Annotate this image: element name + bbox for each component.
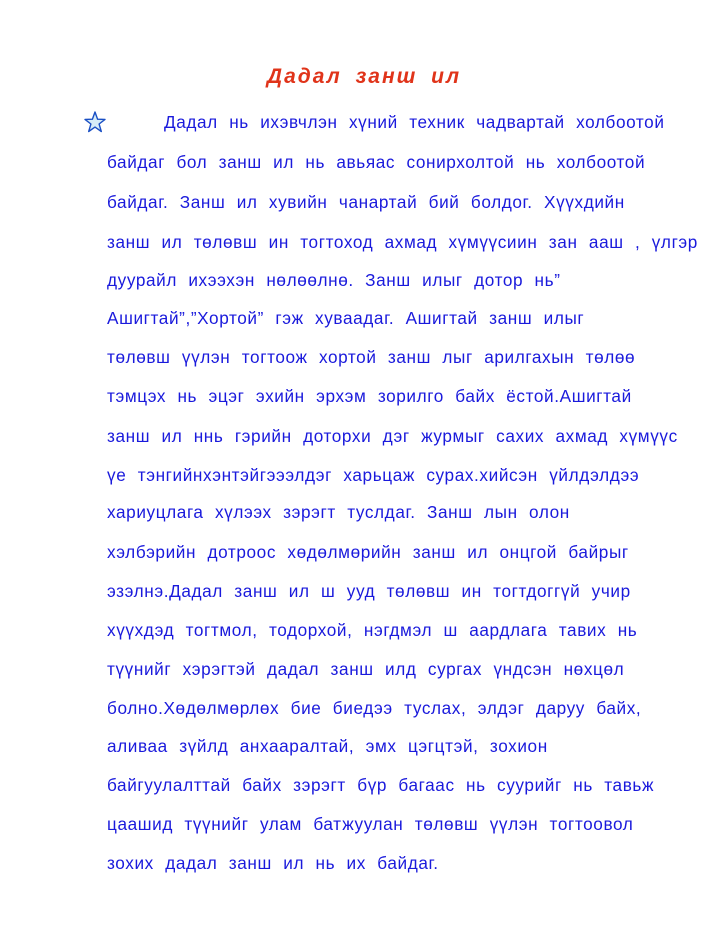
text-line: эзэлнэ.Дадал занш ил ш ууд төлөвш ин тогтдоггүй учир [107,581,631,601]
text-line: болно.Хөдөлмөрлөх бие биедээ туслах, элдэг даруу байх, [107,698,642,718]
text-line: тэмцэх нь эцэг эхийн эрхэм зорилго байх ёстой.Ашигтай [107,386,632,406]
text-line: аливаа зүйлд анхааралтай, эмх цэгцтэй, зохион [107,736,548,756]
text-line: байдаг бол занш ил нь авьяас сонирхолтой нь холбоотой [107,152,646,172]
text-line: занш ил ннь гэрийн доторхи дэг журмыг сахих ахмад хүмүүс [107,426,678,446]
text-line: байдаг. Занш ил хувийн чанартай бий болдог. Хүүхдийн [107,192,625,212]
text-line: байгуулалттай байх зэрэгт бүр багаас нь суурийг нь тавьж [107,775,655,795]
text-line: дуурайл ихээхэн нөлөөлнө. Занш илыг дотор нь” [107,270,561,290]
text-line: хүүхдэд тогтмол, тодорхой, нэгдмэл ш аардлага тавих нь [107,620,638,640]
document-title: Дадал занш ил [266,65,462,88]
text-line: төлөвш үүлэн тогтоож хортой занш лыг арилгахын төлөө [107,347,636,367]
text-line: занш ил төлөвш ин тогтоход ахмад хүмүүсиин зан ааш , үлгэр [107,232,698,252]
text-line: Дадал нь ихэвчлэн хүний техник чадвартай холбоотой [164,112,665,132]
text-line: зохих дадал занш ил нь их байдаг. [107,853,439,873]
text-line: цаашид түүнийг улам батжуулан төлөвш үүлэн тогтоовол [107,814,634,834]
text-line: Ашигтай”,”Хортой” гэж хуваадаг. Ашигтай занш илыг [107,308,585,328]
text-line: үе тэнгийнхэнтэйгэээлдэг харьцаж сурах.хийсэн үйлдэлдээ [107,465,640,485]
text-line: түүнийг хэрэгтэй дадал занш илд сургах үндсэн нөхцөл [107,659,625,679]
text-line: хариуцлага хүлээх зэрэгт туслдаг. Занш лын олон [107,502,570,522]
text-line: хэлбэрийн дотроос хөдөлмөрийн занш ил онцгой байрыг [107,542,629,562]
